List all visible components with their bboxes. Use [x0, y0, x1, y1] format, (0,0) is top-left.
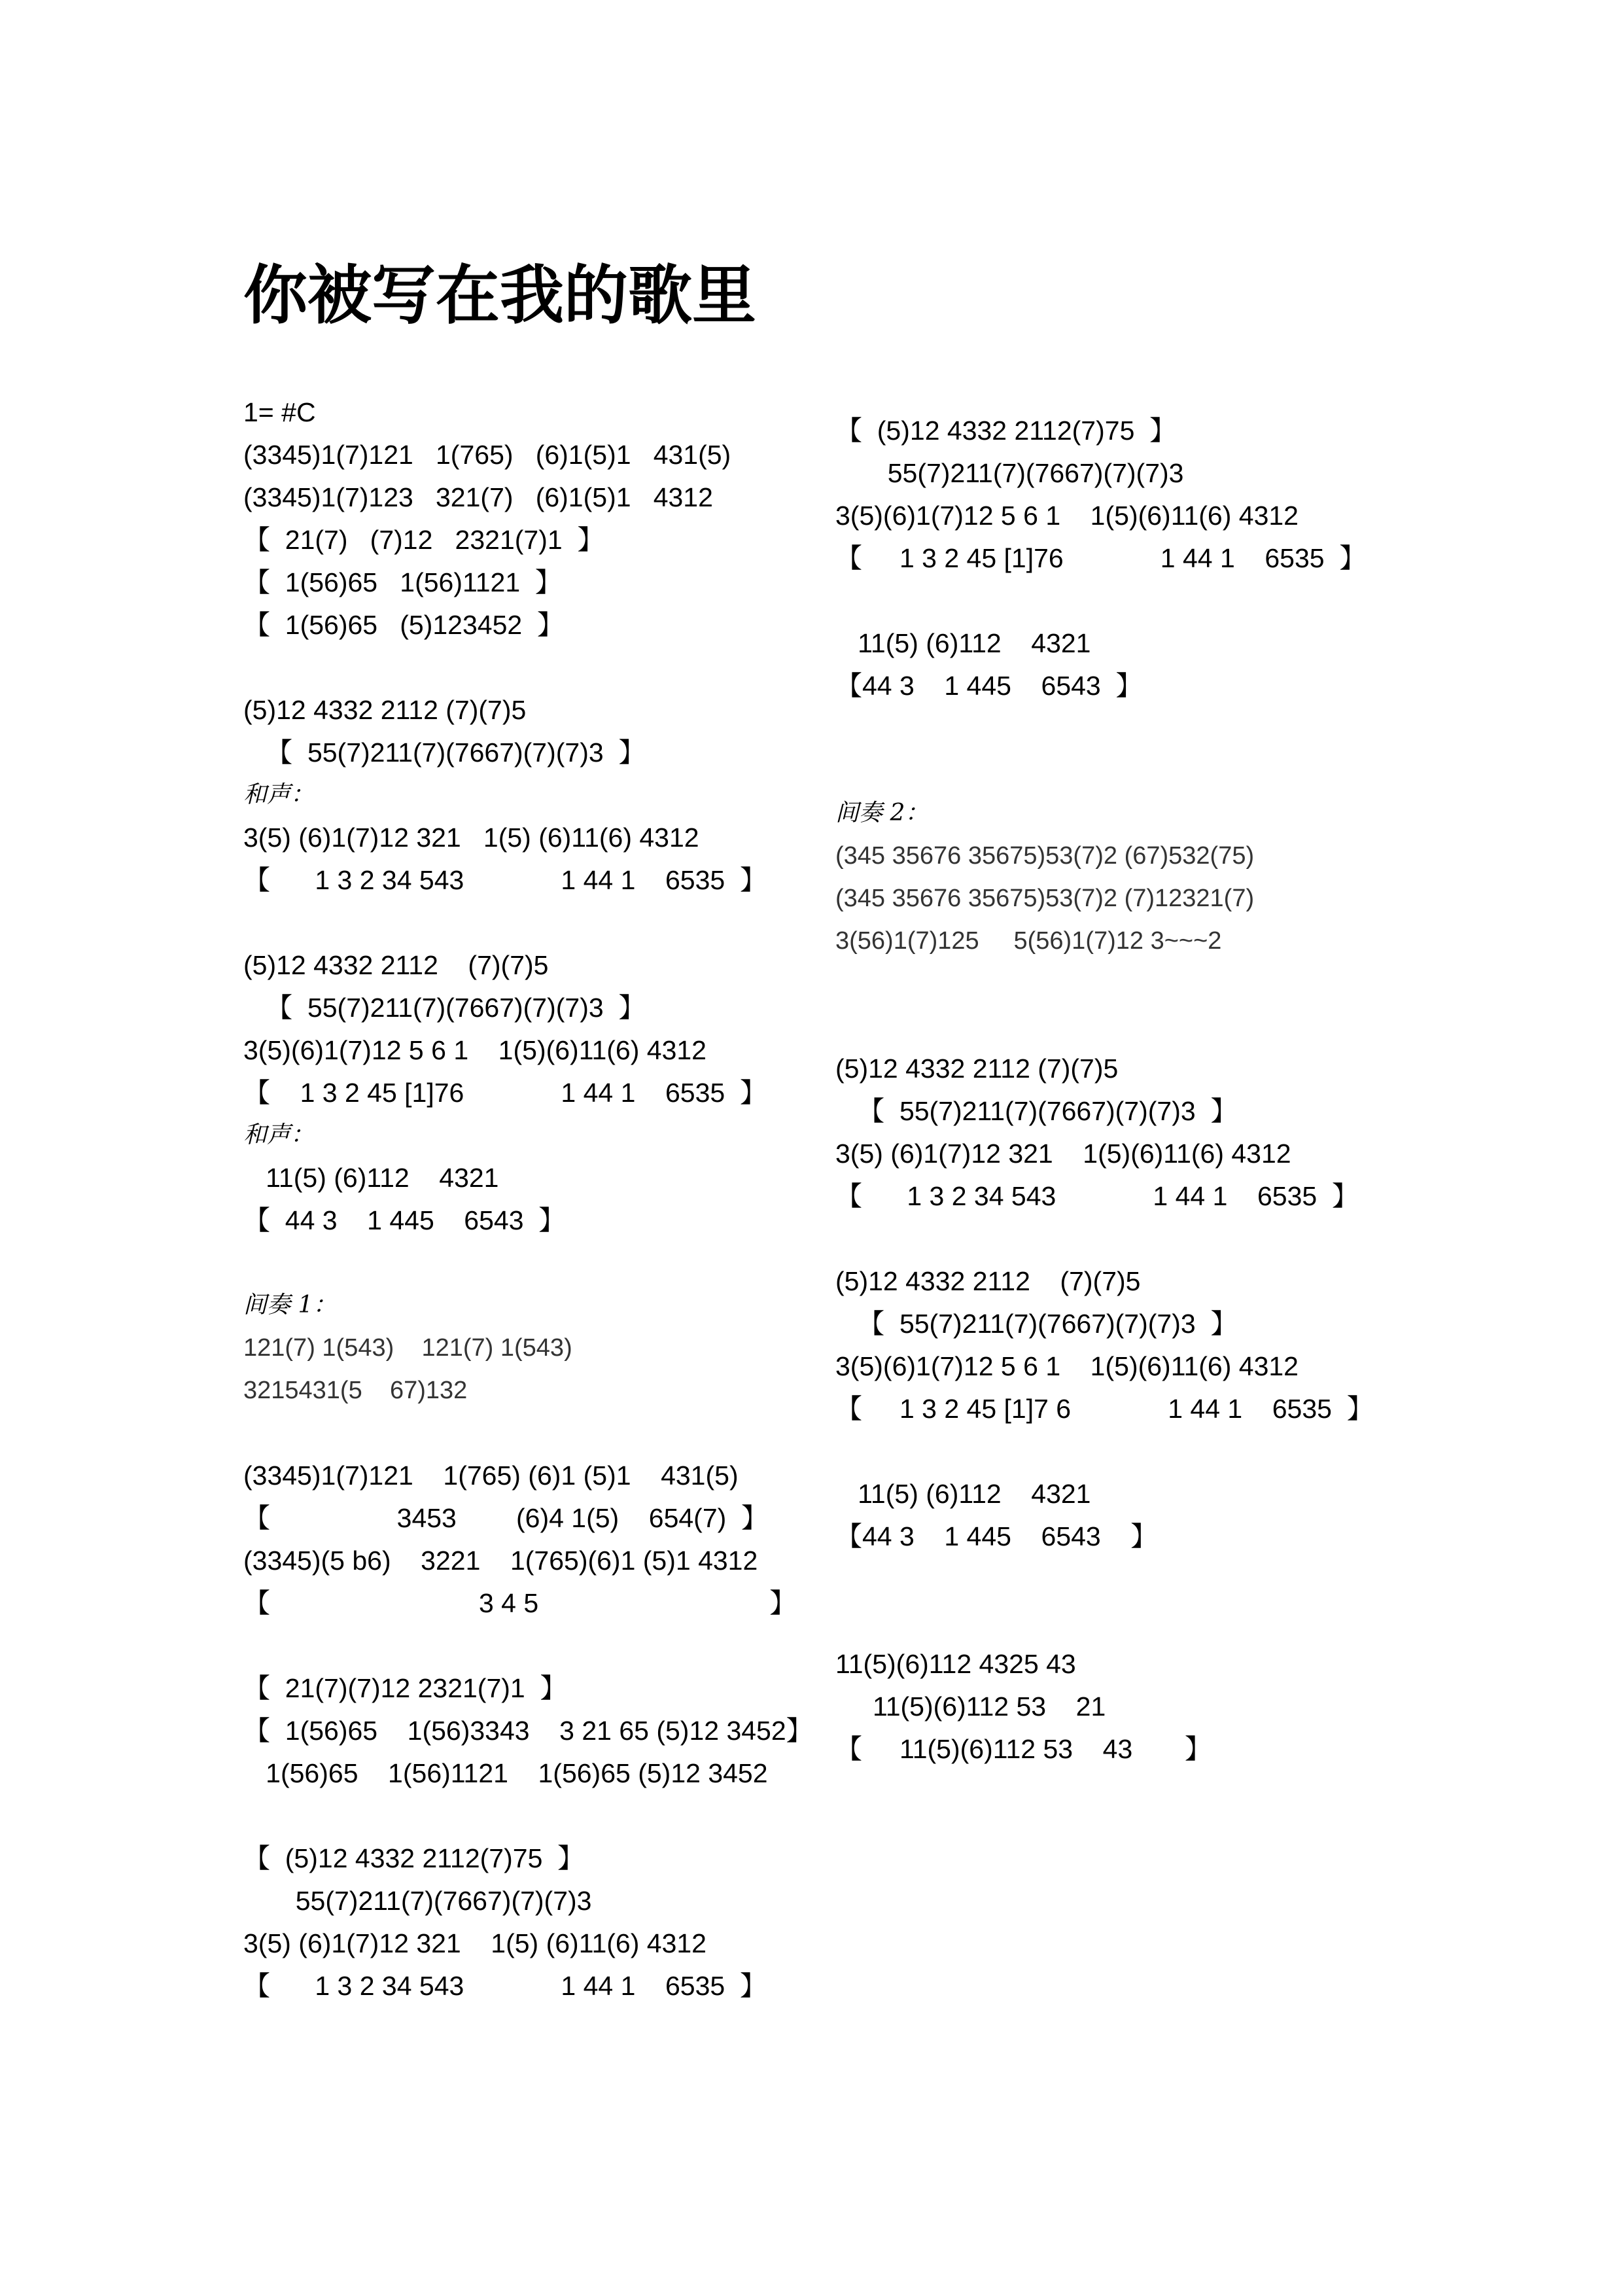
notation-line: 3(5)(6)1(7)12 5 6 1 1(5)(6)11(6) 4312	[835, 501, 1299, 531]
notation-line: (345 35676 35675)53(7)2 (7)12321(7)	[835, 885, 1255, 912]
notation-line: 【 55(7)211(7)(7667)(7)(7)3 】	[243, 993, 646, 1023]
notation-line: 【 1 3 2 34 543 1 44 1 6535 】	[835, 1181, 1359, 1211]
notation-line: 3(5) (6)1(7)12 321 1(5) (6)11(6) 4312	[243, 1928, 707, 1958]
section-label: 间奏 2：	[835, 800, 929, 826]
notation-line: 55(7)211(7)(7667)(7)(7)3	[835, 458, 1184, 488]
notation-line: 【 21(7) (7)12 2321(7)1 】	[243, 525, 604, 555]
section-label: 和声：	[243, 781, 315, 808]
notation-line: 【44 3 1 445 6543 】	[835, 671, 1143, 701]
notation-line: (3345)1(7)123 321(7) (6)1(5)1 4312	[243, 482, 713, 512]
notation-line: 【 55(7)211(7)(7667)(7)(7)3 】	[835, 1309, 1238, 1339]
notation-line: 11(5) (6)112 4321	[835, 628, 1091, 658]
notation-line: (3345)1(7)121 1(765) (6)1(5)1 431(5)	[243, 440, 731, 470]
notation-line: 3(5)(6)1(7)12 5 6 1 1(5)(6)11(6) 4312	[835, 1351, 1299, 1381]
notation-line: (345 35676 35675)53(7)2 (67)532(75)	[835, 842, 1255, 870]
notation-line: 【 55(7)211(7)(7667)(7)(7)3 】	[243, 737, 646, 768]
notation-line: 【 3 4 5 】	[243, 1588, 797, 1618]
notation-line: (3345)1(7)121 1(765) (6)1 (5)1 431(5)	[243, 1460, 739, 1491]
notation-line: 【 1(56)65 1(56)3343 3 21 65 (5)12 3452】	[243, 1716, 813, 1746]
notation-line: 【 1 3 2 34 543 1 44 1 6535 】	[243, 865, 767, 895]
notation-line: 121(7) 1(543) 121(7) 1(543)	[243, 1334, 572, 1362]
notation-line: 【44 3 1 445 6543 】	[835, 1521, 1158, 1551]
notation-line: 【 1(56)65 1(56)1121 】	[243, 567, 562, 597]
notation-line: (5)12 4332 2112 (7)(7)5	[835, 1266, 1141, 1296]
notation-line: 11(5)(6)112 53 21	[835, 1691, 1106, 1722]
song-title: 你被写在我的歌里	[243, 258, 757, 333]
notation-line: 【 21(7)(7)12 2321(7)1 】	[243, 1673, 567, 1703]
notation-line: 3(5)(6)1(7)12 5 6 1 1(5)(6)11(6) 4312	[243, 1035, 707, 1065]
notation-line: 【 11(5)(6)112 53 43 】	[835, 1734, 1212, 1764]
notation-line: 【 (5)12 4332 2112(7)75 】	[835, 415, 1177, 446]
notation-line: 【 1 3 2 45 [1]7 6 1 44 1 6535 】	[835, 1394, 1374, 1424]
notation-line: 3215431(5 67)132	[243, 1377, 468, 1404]
notation-line: 11(5) (6)112 4321	[243, 1163, 499, 1193]
notation-line: 【 1 3 2 45 [1]76 1 44 1 6535 】	[835, 543, 1367, 573]
notation-line: 【 1(56)65 (5)123452 】	[243, 610, 564, 640]
section-label: 和声：	[243, 1122, 315, 1148]
notation-line: 55(7)211(7)(7667)(7)(7)3	[243, 1886, 592, 1916]
notation-line: 3(5) (6)1(7)12 321 1(5)(6)11(6) 4312	[835, 1139, 1291, 1169]
notation-line: (5)12 4332 2112 (7)(7)5	[835, 1053, 1119, 1084]
section-label: 间奏 1：	[243, 1292, 337, 1318]
notation-line: 【 1 3 2 34 543 1 44 1 6535 】	[243, 1971, 767, 2001]
notation-line: 3(5) (6)1(7)12 321 1(5) (6)11(6) 4312	[243, 822, 699, 853]
notation-line: 【 (5)12 4332 2112(7)75 】	[243, 1843, 585, 1873]
notation-line: 【 55(7)211(7)(7667)(7)(7)3 】	[835, 1096, 1238, 1126]
notation-line: (3345)(5 b6) 3221 1(765)(6)1 (5)1 4312	[243, 1545, 758, 1576]
notation-line: 1= #C	[243, 397, 316, 427]
notation-line: (5)12 4332 2112 (7)(7)5	[243, 695, 527, 725]
notation-line: 【 44 3 1 445 6543 】	[243, 1205, 566, 1235]
notation-line: 11(5)(6)112 4325 43	[835, 1649, 1076, 1679]
notation-line: 11(5) (6)112 4321	[835, 1479, 1091, 1509]
notation-line: 1(56)65 1(56)1121 1(56)65 (5)12 3452	[243, 1758, 768, 1788]
notation-line: 【 3453 (6)4 1(5) 654(7) 】	[243, 1503, 769, 1533]
notation-line: 【 1 3 2 45 [1]76 1 44 1 6535 】	[243, 1078, 767, 1108]
notation-line: (5)12 4332 2112 (7)(7)5	[243, 950, 549, 980]
notation-line: 3(56)1(7)125 5(56)1(7)12 3~~~2	[835, 927, 1222, 955]
